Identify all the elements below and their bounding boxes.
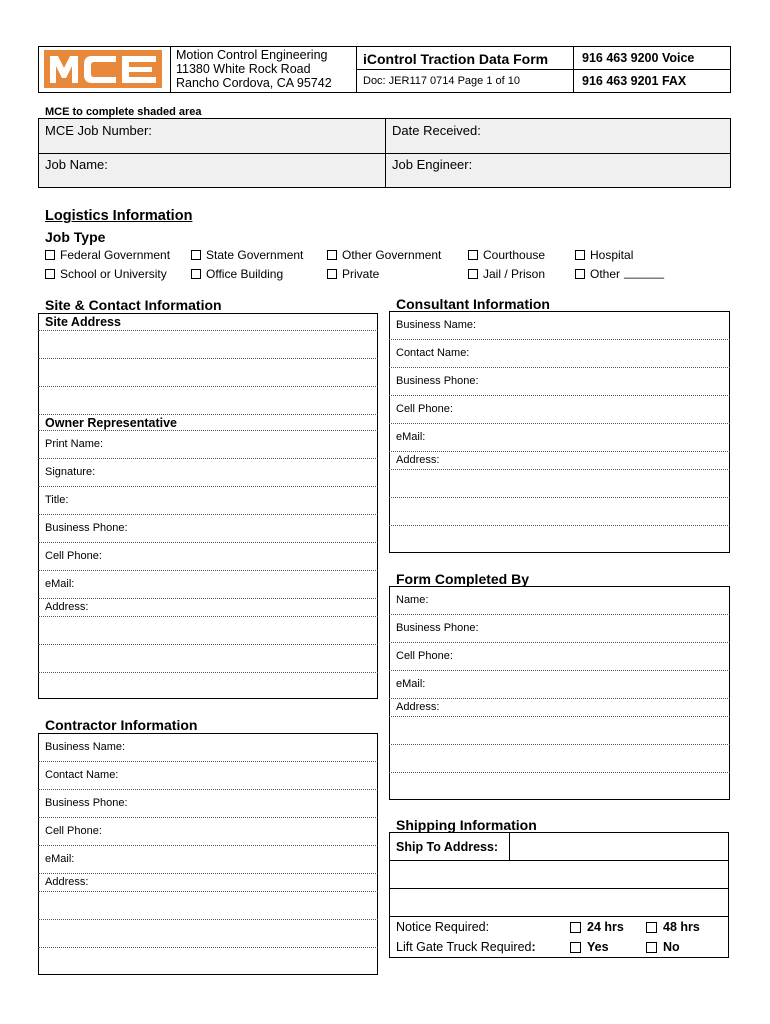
- label-notice-24hrs: 24 hrs: [587, 920, 624, 934]
- form-completed-title: Form Completed By: [396, 571, 530, 587]
- consultant-line: [389, 367, 730, 368]
- date-received[interactable]: Date Received:: [392, 123, 481, 138]
- consultant-line: [389, 469, 730, 470]
- owner-title[interactable]: Title:: [45, 494, 69, 506]
- ship-to-label: Ship To Address:: [396, 840, 499, 854]
- mce-logo: [44, 50, 162, 88]
- job-type-title: Job Type: [45, 229, 106, 245]
- completed-line: [389, 670, 730, 671]
- contractor-business-name[interactable]: Business Name:: [45, 741, 126, 753]
- checkbox-other-government[interactable]: [327, 250, 337, 260]
- consultant-address[interactable]: Address:: [396, 454, 440, 466]
- consultant-business-phone[interactable]: Business Phone:: [396, 375, 479, 387]
- checkbox-liftgate-yes[interactable]: [570, 942, 581, 953]
- site-line: [38, 514, 378, 515]
- consultant-title: Consultant Information: [396, 296, 550, 312]
- label-school-university: School or University: [60, 267, 167, 281]
- label-state-government: State Government: [206, 248, 304, 262]
- contractor-email[interactable]: eMail:: [45, 853, 75, 865]
- consultant-cell-phone[interactable]: Cell Phone:: [396, 403, 453, 415]
- address-line2: Rancho Cordova, CA 95742: [176, 76, 332, 90]
- owner-signature[interactable]: Signature:: [45, 466, 96, 478]
- site-line: [38, 330, 378, 331]
- contractor-title: Contractor Information: [45, 717, 198, 733]
- label-jail-prison: Jail / Prison: [483, 267, 546, 281]
- checkbox-office-building[interactable]: [191, 269, 201, 279]
- site-line: [38, 542, 378, 543]
- completed-address[interactable]: Address:: [396, 701, 440, 713]
- label-notice-48hrs: 48 hrs: [663, 920, 700, 934]
- site-address-label: Site Address: [45, 315, 121, 329]
- completed-line: [389, 744, 730, 745]
- contractor-line: [38, 817, 378, 818]
- checkbox-private[interactable]: [327, 269, 337, 279]
- site-line: [38, 616, 378, 617]
- checkbox-other[interactable]: [575, 269, 585, 279]
- site-contact-box: [38, 313, 378, 699]
- mce-note: MCE to complete shaded area: [45, 106, 202, 118]
- label-liftgate-yes: Yes: [587, 940, 609, 954]
- contractor-line: [38, 845, 378, 846]
- checkbox-state-government[interactable]: [191, 250, 201, 260]
- mce-mid-line: [38, 153, 731, 154]
- doc-info: Doc: JER117 0714 Page 1 of 10: [363, 75, 520, 87]
- contractor-line: [38, 919, 378, 920]
- address-line1: 11380 White Rock Road: [176, 62, 311, 76]
- consultant-line: [389, 451, 730, 452]
- completed-line: [389, 772, 730, 773]
- label-courthouse: Courthouse: [483, 248, 546, 262]
- checkbox-federal-government[interactable]: [45, 250, 55, 260]
- owner-print-name[interactable]: Print Name:: [45, 438, 104, 450]
- consultant-business-name[interactable]: Business Name:: [396, 319, 477, 331]
- site-line: [38, 386, 378, 387]
- site-line: [38, 414, 378, 415]
- form-completed-box: [389, 586, 730, 800]
- contractor-cell-phone[interactable]: Cell Phone:: [45, 825, 102, 837]
- contractor-line: [38, 873, 378, 874]
- site-line: [38, 672, 378, 673]
- site-line: [38, 570, 378, 571]
- liftgate-label: [396, 940, 536, 954]
- label-liftgate-no: No: [663, 940, 680, 954]
- site-line: [38, 598, 378, 599]
- other-blank-line[interactable]: ______: [624, 265, 665, 279]
- consultant-line: [389, 395, 730, 396]
- contractor-line: [38, 891, 378, 892]
- site-line: [38, 644, 378, 645]
- site-line: [38, 358, 378, 359]
- shipping-line: [389, 916, 729, 917]
- checkbox-notice-24hrs[interactable]: [570, 922, 581, 933]
- phone-fax: 916 463 9201 FAX: [582, 74, 687, 88]
- contractor-contact-name[interactable]: Contact Name:: [45, 769, 119, 781]
- site-contact-title: Site & Contact Information: [45, 297, 222, 313]
- logo-text-hidden: [0, 0, 2, 1]
- ship-to-divider: [509, 832, 510, 860]
- contractor-line: [38, 947, 378, 948]
- header-divider-1: [170, 46, 171, 93]
- mce-logo-graphic: [44, 50, 162, 88]
- owner-cell-phone[interactable]: Cell Phone:: [45, 550, 102, 562]
- label-hospital: Hospital: [590, 248, 634, 262]
- owner-email[interactable]: eMail:: [45, 578, 75, 590]
- shipping-title: Shipping Information: [396, 817, 537, 833]
- site-line: [38, 458, 378, 459]
- label-other-government: Other Government: [342, 248, 442, 262]
- consultant-line: [389, 339, 730, 340]
- job-engineer[interactable]: Job Engineer:: [392, 157, 473, 172]
- form-title: iControl Traction Data Form: [363, 51, 549, 67]
- completed-line: [389, 614, 730, 615]
- owner-rep-label: Owner Representative: [45, 416, 177, 430]
- company-name: Motion Control Engineering: [176, 48, 328, 62]
- consultant-line: [389, 525, 730, 526]
- liftgate-label-text: Lift Gate Truck Required: [396, 940, 532, 954]
- mce-job-number[interactable]: MCE Job Number:: [45, 123, 152, 138]
- label-federal-government: Federal Government: [60, 248, 171, 262]
- consultant-contact-name[interactable]: Contact Name:: [396, 347, 470, 359]
- contractor-line: [38, 761, 378, 762]
- shipping-line: [389, 888, 729, 889]
- checkbox-jail-prison[interactable]: [468, 269, 478, 279]
- owner-business-phone[interactable]: Business Phone:: [45, 522, 128, 534]
- contractor-line: [38, 789, 378, 790]
- contractor-address[interactable]: Address:: [45, 876, 89, 888]
- owner-address[interactable]: Address:: [45, 601, 89, 613]
- header-mid-line: [356, 69, 731, 70]
- consultant-email[interactable]: eMail:: [396, 431, 426, 443]
- checkbox-courthouse[interactable]: [468, 250, 478, 260]
- job-name[interactable]: Job Name:: [45, 157, 108, 172]
- shipping-line: [389, 860, 729, 861]
- checkbox-school-university[interactable]: [45, 269, 55, 279]
- phone-voice: 916 463 9200 Voice: [582, 51, 695, 65]
- completed-business-phone[interactable]: Business Phone:: [396, 622, 479, 634]
- notice-required-label: Notice Required:: [396, 920, 490, 934]
- completed-cell-phone[interactable]: Cell Phone:: [396, 650, 453, 662]
- site-line: [38, 486, 378, 487]
- logistics-title: Logistics Information: [45, 208, 193, 224]
- checkbox-hospital[interactable]: [575, 250, 585, 260]
- completed-email[interactable]: eMail:: [396, 678, 426, 690]
- label-other: Other: [590, 267, 621, 281]
- consultant-line: [389, 423, 730, 424]
- completed-line: [389, 716, 730, 717]
- completed-name[interactable]: Name:: [396, 594, 429, 606]
- consultant-line: [389, 497, 730, 498]
- completed-line: [389, 642, 730, 643]
- checkbox-notice-48hrs[interactable]: [646, 922, 657, 933]
- label-office-building: Office Building: [206, 267, 284, 281]
- site-line: [38, 430, 378, 431]
- label-private: Private: [342, 267, 380, 281]
- completed-line: [389, 698, 730, 699]
- liftgate-colon: :: [531, 940, 536, 954]
- checkbox-liftgate-no[interactable]: [646, 942, 657, 953]
- contractor-business-phone[interactable]: Business Phone:: [45, 797, 128, 809]
